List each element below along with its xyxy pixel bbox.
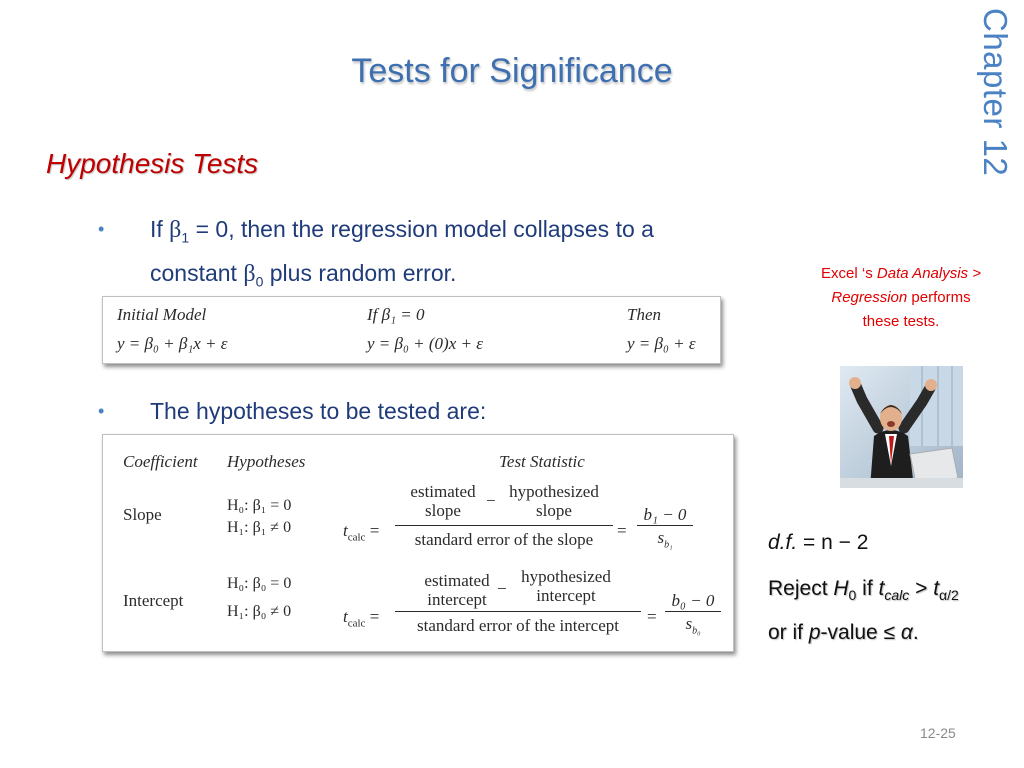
reject-line-2: or if p-value ≤ α.: [768, 621, 919, 645]
equals-sign: =: [647, 607, 657, 626]
hypothesized-slope: hypothesized slope: [509, 482, 599, 520]
header-then: Then: [627, 305, 661, 324]
reject-line-1: Reject $H_0$ if $t_{calc} > t_{\alpha/2}$: [768, 577, 959, 604]
row-h1: H₁: β₀ ≠ 0: [227, 603, 292, 620]
minus-sign: −: [497, 579, 507, 598]
fraction-bar: [395, 611, 641, 612]
equation-then: y = β₀ + ε: [627, 334, 696, 353]
fraction-bar: [665, 611, 721, 612]
bullet-dot: •: [98, 401, 105, 421]
standard-error-intercept: standard error of the intercept: [416, 616, 620, 635]
hypothesis-table: [102, 434, 734, 652]
standard-error-slope: standard error of the slope: [414, 530, 594, 549]
reject-rule: [768, 570, 959, 651]
row-name: Slope: [123, 505, 162, 524]
minus-sign: −: [486, 491, 496, 510]
equals-sign: =: [617, 521, 627, 540]
slide-title: Tests for Significance: [351, 52, 673, 90]
celebrating-man-photo: [840, 366, 963, 488]
bullet-2-text: The hypotheses to be tested are:: [150, 398, 487, 424]
equation-if-beta1-zero: y = β₀ + (0)x + ε: [367, 334, 483, 353]
hypothesized-intercept: hypothesized intercept: [521, 567, 611, 605]
bullet-dot: •: [98, 219, 105, 239]
excel-note: Excel ‘s Data Analysis > Regression performs these tests.: [821, 265, 981, 330]
bullet-1-text: If $\beta_1 = 0$, then the regression model collapses to a constant $\beta_0$ plus random error.: [150, 216, 654, 290]
t-calc-label: $t_{calc}$ =: [343, 607, 380, 630]
row-h0: H₀: β₀ = 0: [227, 575, 292, 592]
estimated-intercept: estimated intercept: [424, 571, 490, 609]
bullet-1: [98, 212, 778, 290]
degrees-of-freedom: d.f. = n − 2: [768, 531, 869, 554]
b0-minus-zero: b₀ − 0: [671, 591, 715, 610]
se-b1: $s_{b_1}$: [657, 528, 673, 551]
bullet-2: [98, 394, 698, 430]
header-if-beta1-zero: If β₁ = 0: [367, 305, 425, 324]
header-coefficient: Coefficient: [123, 452, 198, 471]
header-hypotheses: Hypotheses: [227, 452, 306, 471]
fraction-bar: [395, 525, 613, 526]
fraction-bar: [637, 525, 693, 526]
header-test-statistic: Test Statistic: [499, 452, 585, 471]
estimated-slope: estimated slope: [410, 482, 476, 520]
row-h1: H₁: β₁ ≠ 0: [227, 519, 292, 536]
chapter-label: Chapter 12: [977, 8, 1014, 177]
row-h0: H₀: β₁ = 0: [227, 497, 292, 514]
equation-initial-model: y = β₀ + β₁x + ε: [117, 334, 228, 353]
b1-minus-zero: b₁ − 0: [643, 505, 687, 524]
model-collapse-table: [102, 296, 721, 364]
t-calc-label: $t_{calc}$ =: [343, 521, 380, 544]
header-initial-model: Initial Model: [117, 305, 207, 324]
celebrating-man-illustration: [840, 366, 963, 488]
se-b0: $s_{b_0}$: [685, 614, 701, 637]
row-name: Intercept: [123, 591, 184, 610]
section-heading: Hypothesis Tests: [46, 148, 259, 179]
slide-number: 12-25: [920, 725, 956, 741]
